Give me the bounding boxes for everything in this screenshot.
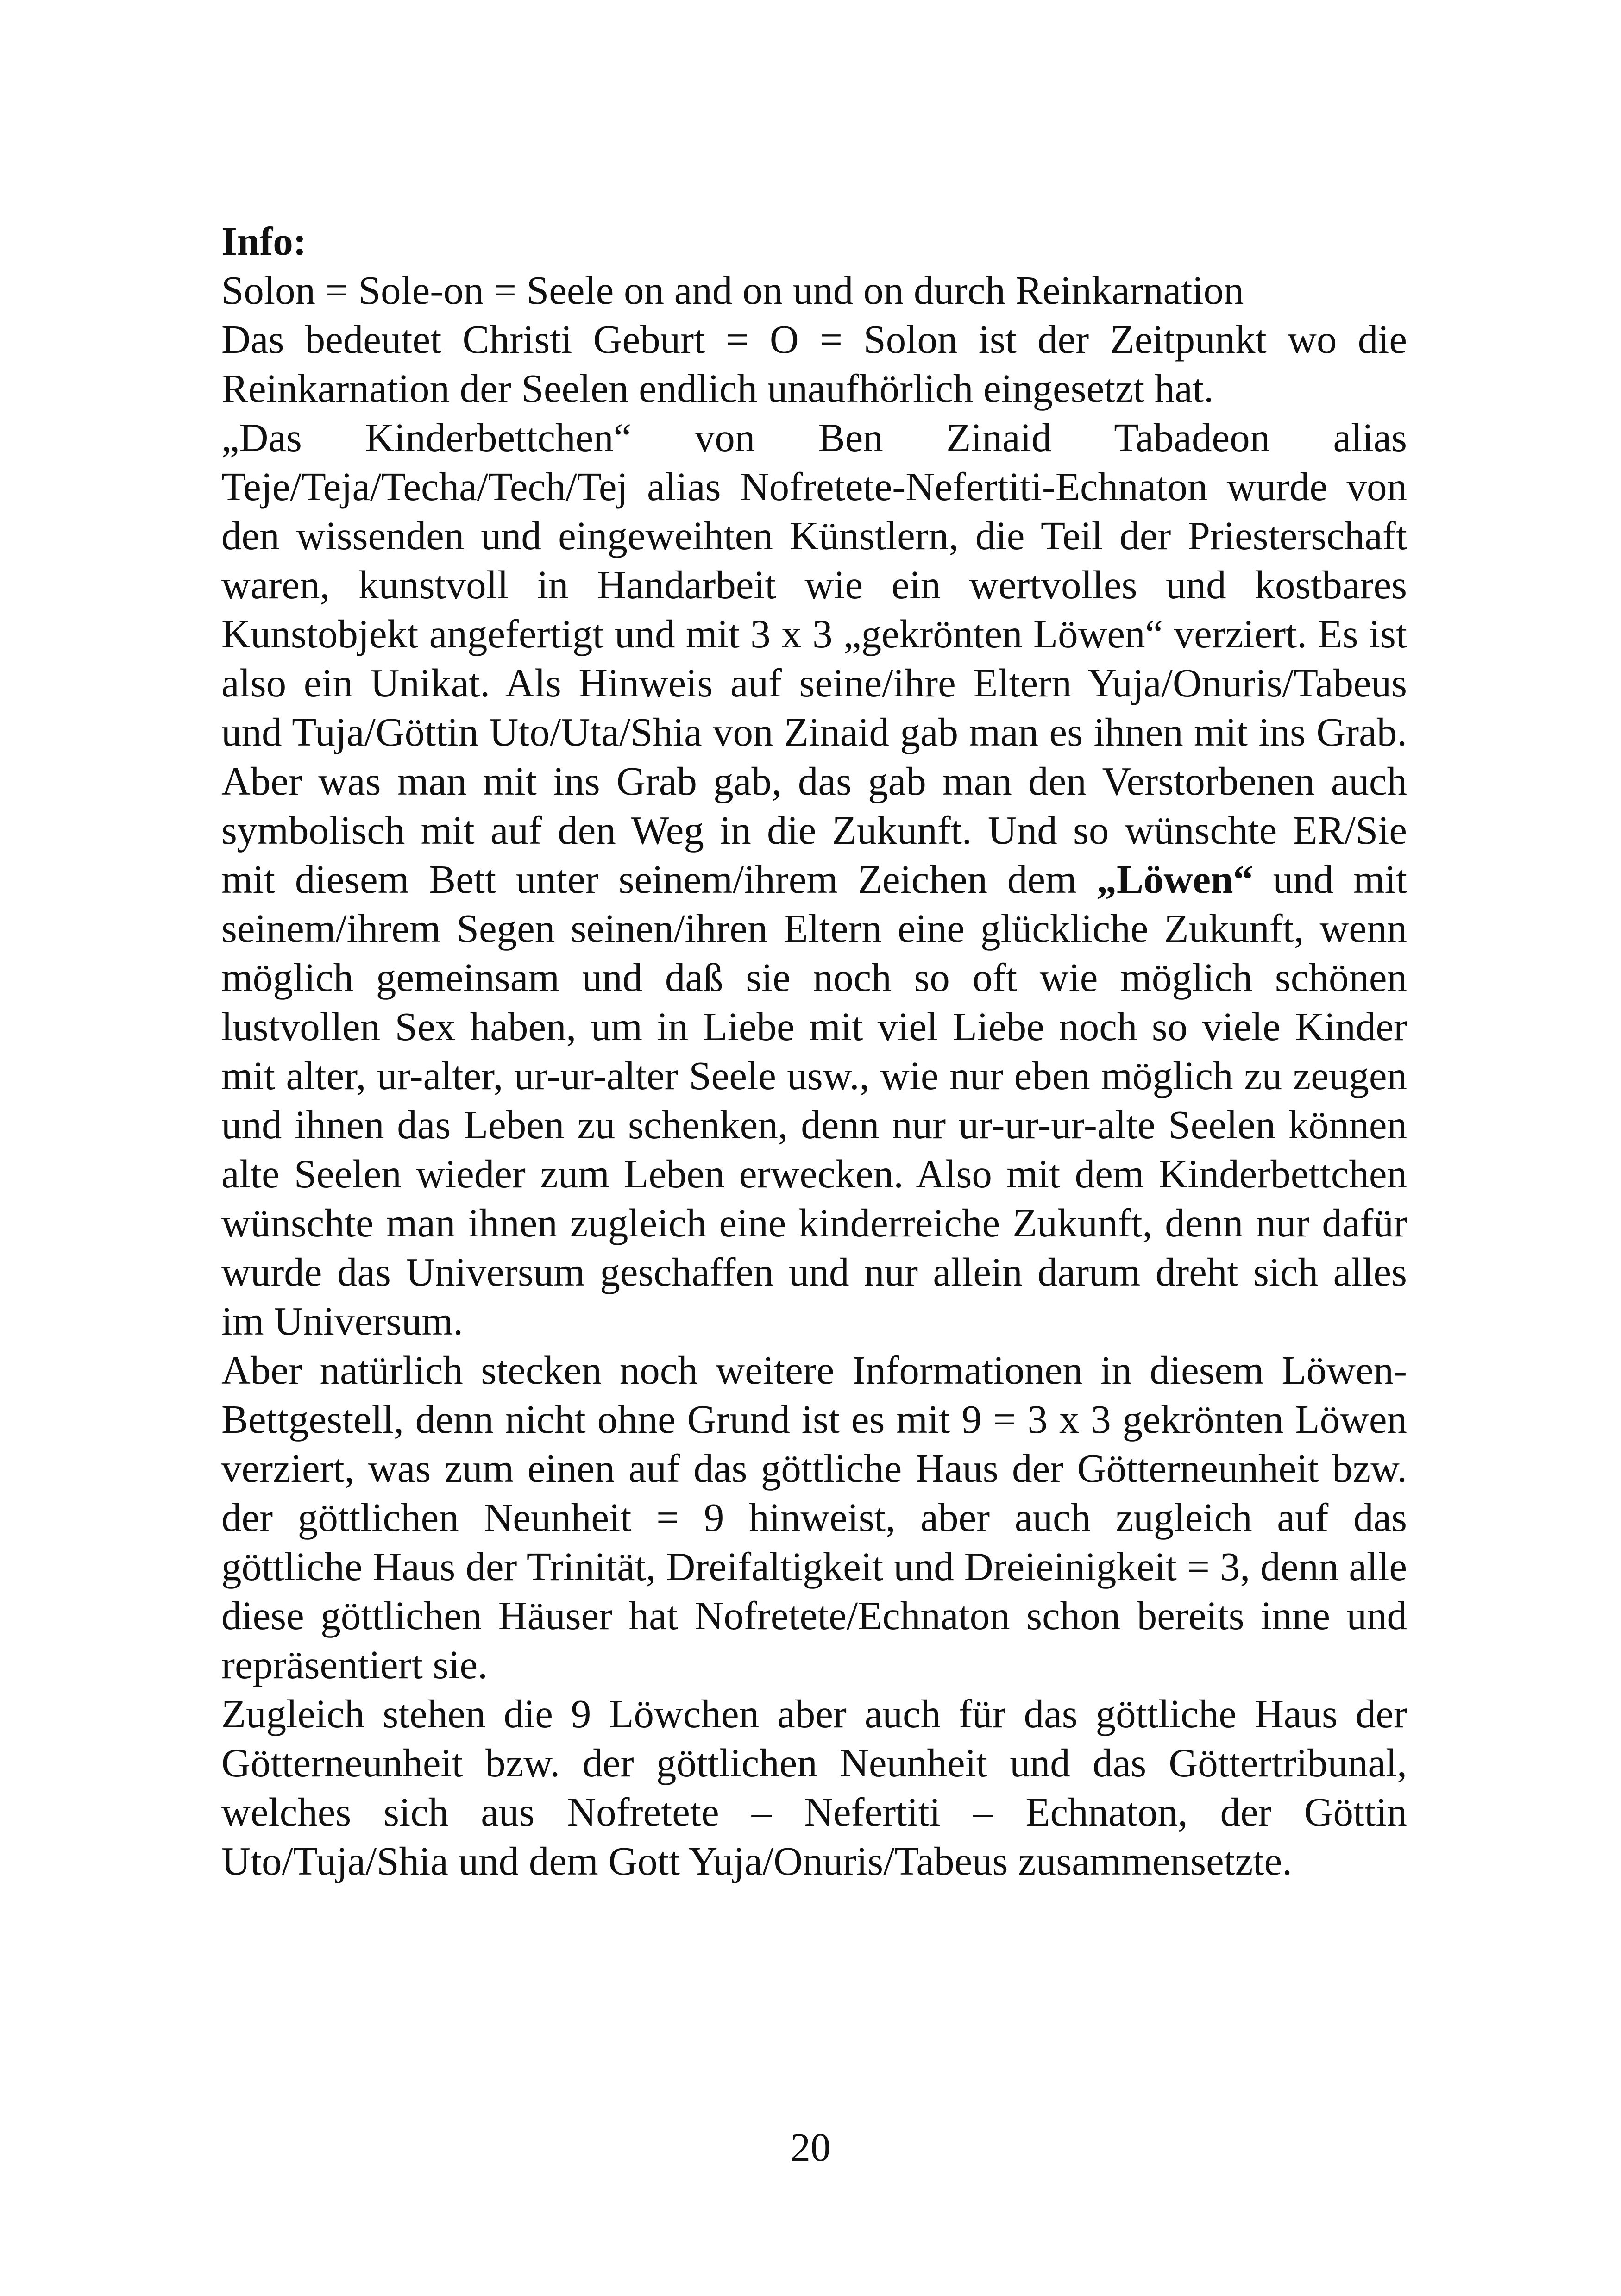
paragraph-loewchen: Zugleich stehen die 9 Löwchen aber auch für das göttliche Haus der Götterneunheit bzw. der göttlichen Neunheit und das Göttertribunal, welches sich aus Nofretete – Nefertiti – Echnaton, der Göttin Uto/Tuja/Shia und dem Gott Yuja/Onuris/Tabeus zusammensetzte.	[221, 1691, 1407, 1883]
paragraph-kinderbettchen-text-1: „Das Kinderbettchen“ von Ben Zinaid Tabadeon alias Teje/Teja/Techa/Tech/Tej alias Nofretete-Nefertiti-Echnaton wurde von den wissenden und eingeweihten Künstlern, die Teil der Priesterschaft waren, kunstvoll in Handarbeit wie ein wertvolles und kostbares Kunstobjekt angefertigt und mit 3 x 3 „gekrönten Löwen“ verziert. Es ist also ein Unikat. Als Hinweis auf seine/ihre Eltern Yuja/Onuris/Tabeus und Tuja/Göttin Uto/Uta/Shia von Zinaid gab man es ihnen mit ins Grab. Aber was man mit ins Grab gab, das gab man den Verstorbenen auch symbolisch mit auf den Weg in die Zukunft. Und so wünschte ER/Sie mit diesem Bett unter seinem/ihrem Zeichen dem	[221, 415, 1407, 902]
emphasis-loewen: „Löwen“	[1096, 857, 1253, 902]
paragraph-kinderbettchen	[221, 413, 1407, 1346]
body-text	[221, 217, 1407, 1886]
paragraph-kinderbettchen-text-2: und mit seinem/ihrem Segen seinen/ihren Eltern eine glückliche Zukunft, wenn möglich gemeinsam und daß sie noch so oft wie möglich schönen lustvollen Sex haben, um in Liebe mit viel Liebe noch so viele Kinder mit alter, ur-alter, ur-ur-alter Seele usw., wie nur eben möglich zu zeugen und ihnen das Leben zu schenken, denn nur ur-ur-ur-alte Seelen können alte Seelen wieder zum Leben erwecken. Also mit dem Kinderbettchen wünschte man ihnen zugleich eine kinderreiche Zukunft, denn nur dafür wurde das Universum geschaffen und nur allein darum dreht sich alles im Universum.	[221, 857, 1407, 1343]
paragraph-geburt: Das bedeutet Christi Geburt = O = Solon ist der Zeitpunkt wo die Reinkarnation der Seelen endlich unaufhörlich eingesetzt hat.	[221, 317, 1407, 411]
paragraph-bettgestell: Aber natürlich stecken noch weitere Informationen in diesem Löwen-Bettgestell, denn nicht ohne Grund ist es mit 9 = 3 x 3 gekrönten Löwen verziert, was zum einen auf das göttliche Haus der Götterneunheit bzw. der göttlichen Neunheit = 9 hinweist, aber auch zugleich auf das göttliche Haus der Trinität, Dreifaltigkeit und Dreieinigkeit = 3, denn alle diese göttlichen Häuser hat Nofretete/Echnaton schon bereits inne und repräsentiert sie.	[221, 1348, 1407, 1687]
solon-line: Solon = Sole-on = Seele on and on und on durch Reinkarnation	[221, 268, 1244, 313]
section-heading: Info:	[221, 219, 307, 263]
page-number: 20	[790, 2125, 831, 2170]
